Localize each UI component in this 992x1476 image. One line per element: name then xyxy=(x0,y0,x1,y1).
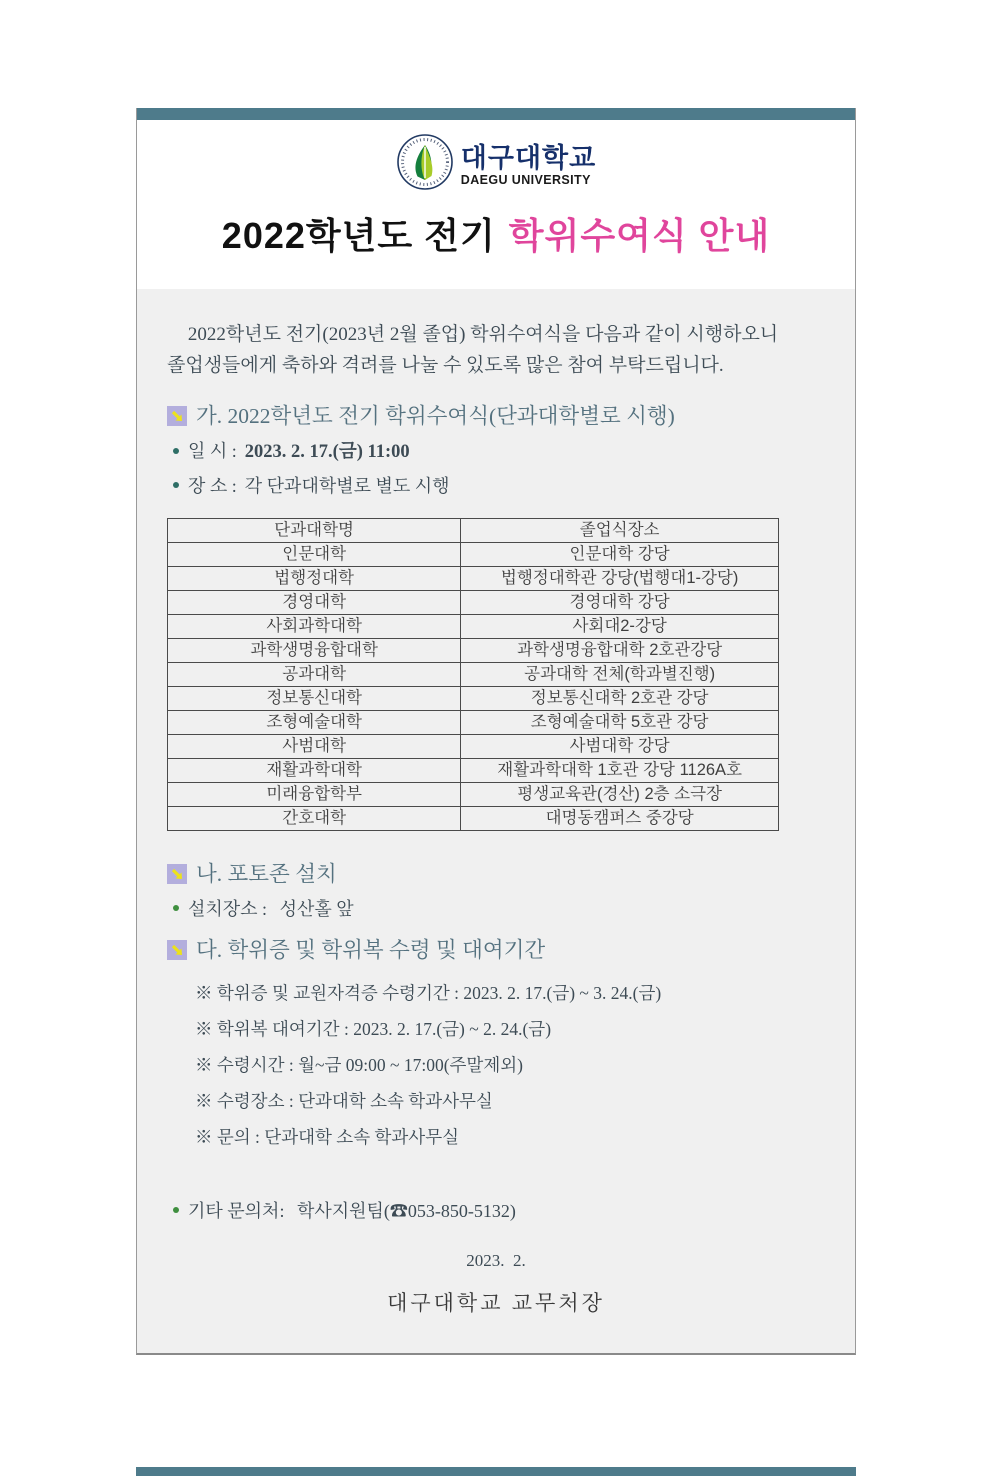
table-cell: 법행정대학관 강당(법행대1-강당) xyxy=(461,567,779,591)
table-cell: 과학생명융합대학 xyxy=(168,639,461,663)
university-emblem-icon xyxy=(396,133,454,196)
table-cell: 사범대학 강당 xyxy=(461,735,779,759)
table-cell: 인문대학 xyxy=(168,543,461,567)
venue-column-header: 졸업식장소 xyxy=(461,519,779,543)
table-cell: 사범대학 xyxy=(168,735,461,759)
page-title xyxy=(137,210,855,262)
note-item: ※ 수령시간 : 월~금 09:00 ~ 17:00(주말제외) xyxy=(195,1055,523,1075)
ceremony-table-body xyxy=(168,543,779,831)
note-item: ※ 수령장소 : 단과대학 소속 학과사무실 xyxy=(195,1091,493,1111)
page-title-highlight: 학위수여식 안내 xyxy=(508,215,771,256)
intro-line-2: 졸업생들에게 축하와 격려를 나눌 수 있도록 많은 참여 부탁드립니다. xyxy=(167,355,724,376)
table-row xyxy=(168,711,779,735)
ceremony-location-table xyxy=(167,518,779,831)
table-cell: 공과대학 xyxy=(168,663,461,687)
table-cell: 재활과학대학 xyxy=(168,759,461,783)
header xyxy=(137,120,855,289)
intro-paragraph xyxy=(167,319,825,381)
bullet-dot-icon xyxy=(173,905,179,911)
section-b-heading-text: 나. 포토존 설치 xyxy=(196,862,337,886)
table-row xyxy=(168,735,779,759)
table-cell: 경영대학 강당 xyxy=(461,591,779,615)
table-cell: 과학생명융합대학 2호관강당 xyxy=(461,639,779,663)
daegu-university-logo xyxy=(396,133,596,196)
table-row xyxy=(168,663,779,687)
bullet-dot-icon xyxy=(173,1207,179,1213)
section-b-heading xyxy=(167,859,825,889)
photozone-location-value: 성산홀 앞 xyxy=(275,899,354,919)
table-cell: 공과대학 전체(학과별진행) xyxy=(461,663,779,687)
ceremony-place-label: 장 소 : xyxy=(188,476,237,496)
ceremony-date-line xyxy=(173,437,825,466)
section-c-heading-text: 다. 학위증 및 학위복 수령 및 대여기간 xyxy=(196,938,546,962)
logo-korean-name: 대구대학교 xyxy=(460,142,597,173)
ceremony-place-line xyxy=(173,472,825,500)
table-cell: 정보통신대학 2호관 강당 xyxy=(461,687,779,711)
table-cell: 재활과학대학 1호관 강당 1126A호 xyxy=(461,759,779,783)
contact-label: 기타 문의처: xyxy=(188,1201,285,1221)
top-accent-bar xyxy=(137,108,855,120)
ceremony-date-label: 일 시 : xyxy=(188,441,237,461)
table-cell: 평생교육관(경산) 2층 소극장 xyxy=(461,783,779,807)
table-row xyxy=(168,639,779,663)
logo-english-name: DAEGU UNIVERSITY xyxy=(460,172,591,187)
announcement-page xyxy=(136,108,856,1476)
logo-text xyxy=(461,143,596,187)
table-row xyxy=(168,783,779,807)
ceremony-date-value: 2023. 2. 17.(금) 11:00 xyxy=(244,442,410,462)
content-area xyxy=(137,289,855,1353)
table-row xyxy=(168,591,779,615)
arrow-down-right-icon xyxy=(167,940,187,960)
page-title-prefix: 2022학년도 전기 xyxy=(221,215,496,256)
table-cell: 사회과학대학 xyxy=(168,615,461,639)
contact-value: 학사지원팀(☎053-850-5132) xyxy=(292,1201,516,1221)
section-a-heading-text: 가. 2022학년도 전기 학위수여식(단과대학별로 시행) xyxy=(196,404,675,428)
arrow-down-right-icon xyxy=(167,406,187,426)
note-item: ※ 문의 : 단과대학 소속 학과사무실 xyxy=(195,1127,460,1147)
college-column-header: 단과대학명 xyxy=(168,519,461,543)
table-cell: 조형예술대학 xyxy=(168,711,461,735)
ceremony-place-value: 각 단과대학별로 별도 시행 xyxy=(244,476,450,496)
photozone-location-label: 설치장소 : xyxy=(188,899,268,919)
table-cell: 사회대2-강당 xyxy=(461,615,779,639)
contact-line xyxy=(173,1197,825,1225)
arrow-down-right-icon xyxy=(167,864,187,884)
table-cell: 대명동캠퍼스 중강당 xyxy=(461,807,779,831)
announcement-box xyxy=(136,108,856,1355)
table-row xyxy=(168,687,779,711)
table-cell: 미래융합학부 xyxy=(168,783,461,807)
table-row xyxy=(168,567,779,591)
table-header-row xyxy=(168,519,779,543)
table-cell: 법행정대학 xyxy=(168,567,461,591)
table-row xyxy=(168,615,779,639)
photozone-location-line xyxy=(173,895,825,923)
table-row xyxy=(168,807,779,831)
table-cell: 조형예술대학 5호관 강당 xyxy=(461,711,779,735)
table-row xyxy=(168,543,779,567)
note-item: ※ 학위복 대여기간 : 2023. 2. 17.(금) ~ 2. 24.(금) xyxy=(195,1019,552,1039)
intro-line-1: 2022학년도 전기(2023년 2월 졸업) 학위수여식을 다음과 같이 시행하오니 xyxy=(187,324,779,345)
table-row xyxy=(168,759,779,783)
signature: 대구대학교 교무처장 xyxy=(387,1291,605,1315)
bullet-dot-icon xyxy=(173,482,179,488)
table-cell: 간호대학 xyxy=(168,807,461,831)
notes-list xyxy=(167,975,825,1155)
table-cell: 경영대학 xyxy=(168,591,461,615)
section-a-heading xyxy=(167,401,825,431)
note-item: ※ 학위증 및 교원자격증 수령기간 : 2023. 2. 17.(금) ~ 3. 24.(금) xyxy=(195,983,662,1003)
table-cell: 정보통신대학 xyxy=(168,687,461,711)
bullet-dot-icon xyxy=(173,448,179,454)
bottom-accent-bar xyxy=(136,1467,856,1476)
table-cell: 인문대학 강당 xyxy=(461,543,779,567)
announcement-date: 2023. 2. xyxy=(466,1251,526,1270)
section-c-heading xyxy=(167,935,825,965)
